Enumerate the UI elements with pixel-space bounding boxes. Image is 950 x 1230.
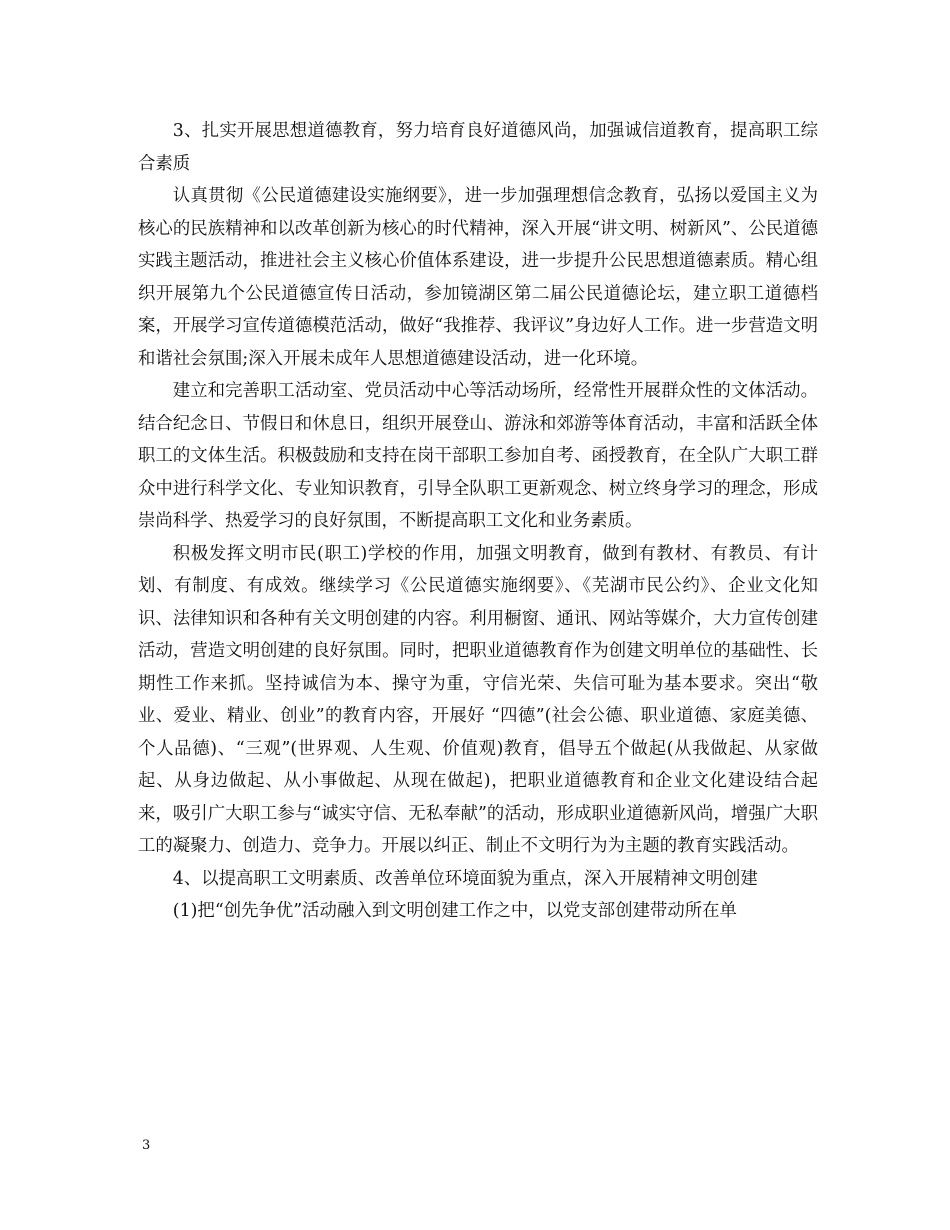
body-paragraph: (1)把“创先争优”活动融入到文明创建工作之中，以党支部创建带动所在单: [172, 901, 737, 921]
section-heading-3: 3、扎实开展思想道德教育，努力培育良好道德风尚，加强诚信道教育，提高职工综合素质: [138, 121, 818, 174]
page-number: 3: [142, 1138, 151, 1153]
document-body: [138, 115, 818, 928]
body-paragraph: 认真贯彻《公民道德建设实施纲要》，进一步加强理想信念教育，弘扬以爱国主义为核心的民族精神和以改革创新为核心的时代精神，深入开展“讲文明、树新风”、公民道德实践主题活动，推进社会主义核心价值体系建设，进一步提升公民思想道德素质。精心组织开展第九个公民道德宣传日活动，参加镜湖区第二届公民道德论坛，建立职工道德档案，开展学习宣传道德模范活动，做好“我推荐、我评议”身边好人工作。进一步营造文明和谐社会氛围;深入开展未成年人思想道德建设活动，进一化环境。: [138, 186, 818, 369]
section-heading-4: 4、以提高职工文明素质、改善单位环境面貌为重点，深入开展精神文明创建: [172, 868, 758, 889]
body-paragraph: 积极发挥文明市民(职工)学校的作用，加强文明教育，做到有教材、有教员、有计划、有制度、有成效。继续学习《公民道德实施纲要》、《芜湖市民公约》、企业文化知识、法律知识和各种有关文明创建的内容。利用橱窗、通讯、网站等媒介，大力宣传创建活动，营造文明创建的良好氛围。同时，把职业道德教育作为创建文明单位的基础性、长期性工作来抓。坚持诚信为本、操守为重，守信光荣、失信可耻为基本要求。突出“敬业、爱业、精业、创业”的教育内容，开展好 “四德”(社会公德、职业道德、家庭美德、个人品德)、“三观”(世界观、人生观、价值观)教育，倡导五个做起(从我做起、从家做起、从身边做起、从小事做起、从现在做起)，把职业道德教育和企业文化建设结合起来，吸引广大职工参与“诚实守信、无私奉献”的活动，形成职业道德新风尚，增强广大职工的凝聚力、创造力、竞争力。开展以纠正、制止不文明行为为主题的教育实践活动。: [138, 543, 818, 856]
body-paragraph: 建立和完善职工活动室、党员活动中心等活动场所，经常性开展群众性的文体活动。结合纪念日、节假日和休息日，组织开展登山、游泳和郊游等体育活动，丰富和活跃全体职工的文体生活。积极鼓励和支持在岗干部职工参加自考、函授教育，在全队广大职工群众中进行科学文化、专业知识教育，引导全队职工更新观念、树立终身学习的理念，形成崇尚科学、热爱学习的良好氛围，不断提高职工文化和业务素质。: [138, 381, 818, 531]
